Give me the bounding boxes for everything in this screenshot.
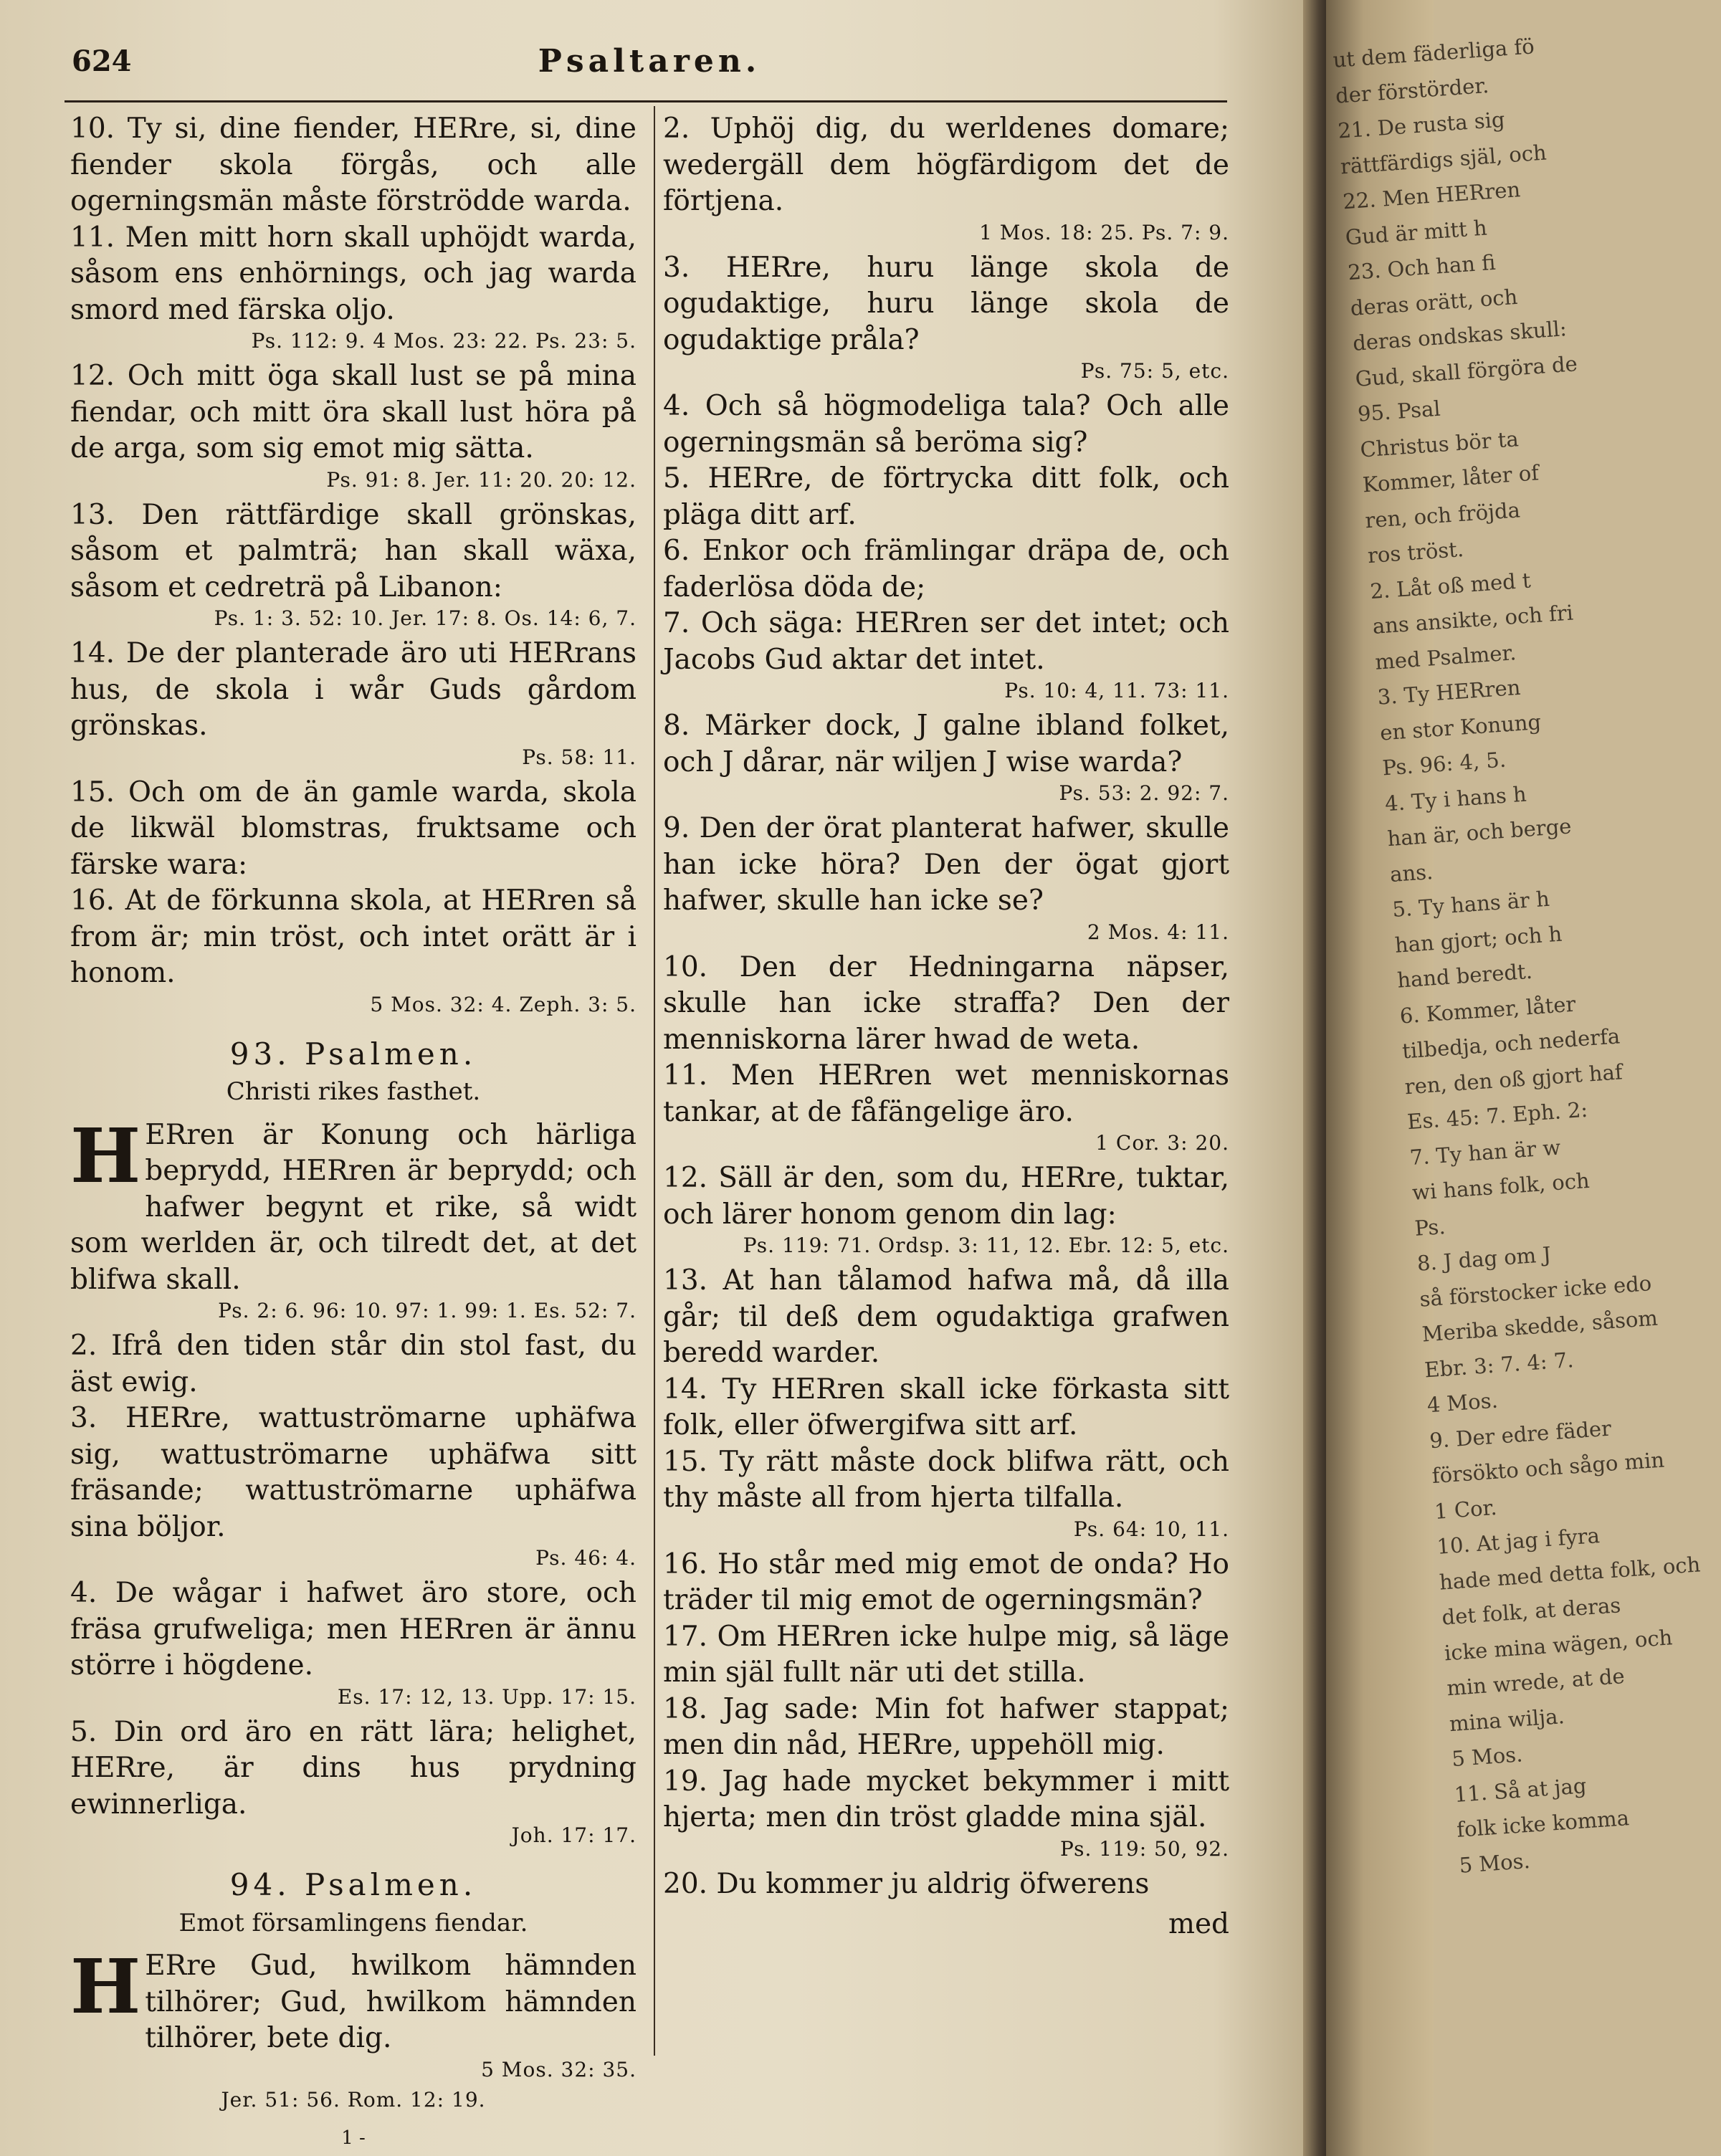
verse: 5. HERre, de förtrycka ditt folk, och pläga ditt arf. xyxy=(663,462,1229,531)
facing-page-line: 9. Der edre fäder xyxy=(1429,1416,1612,1453)
facing-page-line: ans ansikte, och fri xyxy=(1371,600,1574,639)
facing-page-line: deras orätt, och xyxy=(1349,284,1519,320)
facing-page-line: Kommer, låter of xyxy=(1361,460,1540,497)
facing-page-line: folk icke komma xyxy=(1456,1806,1630,1842)
verse: 2. Uphöj dig, du werldenes domare; wedergäll dem högfärdigom det de förtjena. xyxy=(663,113,1229,217)
verse: 15. Ty rätt måste dock blifwa rätt, och thy måste all from hjerta tilfalla. xyxy=(663,1445,1229,1514)
psalm-94-subtitle: Emot församlingens fiendar. xyxy=(178,1908,528,1937)
verse: 6. Enkor och främlingar dräpa de, och faderlösa döda de; xyxy=(663,535,1229,604)
verse-reference: 1 Cor. 3: 20. xyxy=(1095,1131,1229,1155)
verse: 5. Din ord äro en rätt lära; helighet, HERre, är dins hus prydning ewinnerliga. xyxy=(70,1715,637,1821)
psalm-94-title: 94. Psalmen. xyxy=(229,1867,477,1902)
verse: 16. At de förkunna skola, at HERren så from är; min tröst, och intet orätt är i honom. xyxy=(70,884,637,989)
verse-reference: Ps. 75: 5, etc. xyxy=(1080,359,1229,383)
verse: 3. HERre, wattuströmarne uphäfwa sig, wattuströmarne uphäfwa sitt fräsande; wattuströmarne uphäfwa sina böljor. xyxy=(70,1402,637,1543)
signature-mark: 1 - xyxy=(341,2127,366,2149)
facing-page-line: 5 Mos. xyxy=(1451,1742,1524,1772)
verse-reference: Ps. 1: 3. 52: 10. Jer. 17: 8. Os. 14: 6, 7. xyxy=(214,606,637,630)
verse: 16. Ho står med mig emot de onda? Ho träder til mig emot de ogerningsmän? xyxy=(663,1547,1229,1616)
verse-text: ERren är Konung och härliga beprydd, HERren är beprydd; och hafwer begynt et rike, så widt som werlden är, och tilredt det, at det blifwa skall. xyxy=(70,1118,637,1296)
facing-page-line: tilbedja, och nederfa xyxy=(1401,1024,1621,1064)
facing-page-line: der förstörder. xyxy=(1334,72,1490,108)
verse-reference: Ps. 58: 11. xyxy=(522,745,637,769)
verse-reference: 5 Mos. 32: 35. xyxy=(481,2057,637,2081)
psalm-93-verses xyxy=(70,1328,637,1850)
verse: 20. Du kommer ju aldrig öfwerens xyxy=(663,1867,1150,1900)
verse-reference: 5 Mos. 32: 4. Zeph. 3: 5. xyxy=(370,992,637,1016)
facing-page-line: hand beredt. xyxy=(1396,958,1533,993)
verse: 2. Ifrå den tiden står din stol fast, du äst ewig. xyxy=(70,1330,637,1398)
facing-page-line: så förstocker icke edo xyxy=(1419,1270,1653,1312)
facing-page-line: Ebr. 3: 7. 4: 7. xyxy=(1424,1347,1575,1382)
verse: 10. Den der Hedningarna näpser, skulle han icke straffa? Den der menniskorna lärer hwad de weta. xyxy=(663,950,1229,1056)
facing-page-line: min wrede, at de xyxy=(1446,1664,1626,1701)
verse: 14. De der planterade äro uti HERrans hus, de skola i wår Guds gårdom grönskas. xyxy=(70,637,637,742)
verse: 15. Och om de än gamle warda, skola de likwäl blomstras, fruktsame och färske wara: xyxy=(70,776,637,881)
facing-page-line: 10. At jag i fyra xyxy=(1436,1523,1601,1559)
facing-page-line: ut dem fäderliga fö xyxy=(1332,34,1535,72)
facing-page-line: 5 Mos. xyxy=(1458,1848,1531,1878)
facing-page-line: en stor Konung xyxy=(1379,709,1542,745)
facing-page-line: 2. Låt oß med t xyxy=(1369,568,1532,604)
psalm-93-subtitle: Christi rikes fasthet. xyxy=(226,1077,481,1106)
verse-text: ERre Gud, hwilkom hämnden tilhörer; Gud, hwilkom hämnden tilhörer, bete dig. xyxy=(145,1950,637,2054)
left-column xyxy=(70,111,637,2156)
facing-page-line: 95. Psal xyxy=(1357,396,1441,426)
facing-page-line: Ps. xyxy=(1413,1213,1446,1241)
verse-reference: Joh. 17: 17. xyxy=(511,1823,637,1847)
facing-page-line: 4. Ty i hans h xyxy=(1384,781,1527,816)
verse-reference: Ps. 119: 71. Ordsp. 3: 11, 12. Ebr. 12: 5, etc. xyxy=(743,1234,1229,1257)
facing-page-line: deras ondskas skull: xyxy=(1352,316,1568,356)
verse: 11. Men HERren wet menniskornas tankar, at de fåfängelige äro. xyxy=(663,1059,1229,1128)
verse-reference: Ps. 64: 10, 11. xyxy=(1073,1517,1229,1541)
running-title: Psaltaren. xyxy=(538,43,761,80)
verse: 13. At han tålamod hafwa må, då illa går; til deß dem ogudaktiga grafwen beredd warder. xyxy=(663,1264,1229,1369)
facing-page-line: Gud, skall förgöra de xyxy=(1354,350,1578,391)
verse: 4. De wågar i hafwet äro store, och fräsa grufweliga; men HERren är ännu större i högdene. xyxy=(70,1577,637,1682)
facing-page-line: 8. J dag om J xyxy=(1416,1241,1552,1276)
facing-page-line: mina wilja. xyxy=(1448,1703,1565,1736)
psalm-93-title: 93. Psalmen. xyxy=(229,1036,477,1072)
facing-page-line: hade med detta folk, och xyxy=(1438,1551,1702,1595)
facing-page-text xyxy=(1332,34,1702,1884)
facing-page-line: ans. xyxy=(1388,859,1434,887)
facing-page-line: 23. Och han fi xyxy=(1347,249,1497,285)
verse-reference: 2 Mos. 4: 11. xyxy=(1087,920,1229,944)
psalm-94-verses xyxy=(663,111,1229,1902)
verse: 13. Den rättfärdige skall grönskas, såsom et palmträ; han skall wäxa, såsom et cedreträ på Libanon: xyxy=(70,498,637,604)
verse: 3. HERre, huru länge skola de ogudaktige, huru länge skola de ogudaktige pråla? xyxy=(663,251,1229,356)
psalm-94-verse-1 xyxy=(70,1942,637,2057)
page-number: 624 xyxy=(72,44,132,78)
facing-page-line: 21. De rusta sig xyxy=(1337,107,1506,143)
facing-page-line: ren, och fröjda xyxy=(1364,497,1521,533)
facing-page-line: försökto och sågo min xyxy=(1431,1447,1665,1489)
facing-page-line: Ps. 96: 4, 5. xyxy=(1381,747,1507,781)
facing-page-line: ros tröst. xyxy=(1366,536,1465,568)
verse: 10. Ty si, dine fiender, HERre, si, dine fiender skola förgås, och alle ogerningsmän måste förströdde warda. xyxy=(70,113,637,217)
verse-reference: Ps. 2: 6. 96: 10. 97: 1. 99: 1. Es. 52: 7. xyxy=(218,1299,637,1322)
facing-page-line: icke mina wägen, och xyxy=(1443,1624,1674,1665)
header-rule xyxy=(65,100,1227,102)
drop-cap: H xyxy=(70,1111,141,1200)
verse: 4. Och så högmodeliga tala? Och alle ogerningsmän så beröma sig? xyxy=(663,390,1229,459)
verse-reference: Ps. 119: 50, 92. xyxy=(1060,1836,1229,1861)
verse-reference: Ps. 10: 4, 11. 73: 11. xyxy=(1004,679,1229,702)
facing-page-line: rättfärdigs själ, och xyxy=(1339,140,1548,179)
verse: 7. Och säga: HERren ser det intet; och Jacobs Gud aktar det intet. xyxy=(663,607,1229,676)
right-column xyxy=(663,111,1229,1943)
verse-reference: Ps. 91: 8. Jer. 11: 20. 20: 12. xyxy=(326,467,637,492)
facing-page-line: 11. Så at jag xyxy=(1453,1773,1588,1807)
verse: 12. Och mitt öga skall lust se på mina fiendar, och mitt öra skall lust höra på de arga, som sig emot mig sätta. xyxy=(70,360,637,464)
facing-page-line: 5. Ty hans är h xyxy=(1391,886,1550,922)
psalm-93-verse-1 xyxy=(70,1111,637,1299)
verse: 12. Säll är den, som du, HERre, tuktar, och lärer honom genom din lag: xyxy=(663,1162,1229,1231)
page-header xyxy=(72,37,1227,95)
verse: 18. Jag sade: Min fot hafwer stappat; men din nåd, HERre, uppehöll mig. xyxy=(663,1692,1229,1761)
verse-reference: Jer. 51: 56. Rom. 12: 19. xyxy=(221,2087,486,2112)
facing-page-line: 3. Ty HERren xyxy=(1376,674,1522,710)
verse: 19. Jag hade mycket bekymmer i mitt hjerta; men din tröst gladde mina själ. xyxy=(663,1765,1229,1833)
verse: 8. Märker dock, J galne ibland folket, och J dårar, när wiljen J wise warda? xyxy=(663,710,1229,778)
facing-page-line: Es. 45: 7. Eph. 2: xyxy=(1406,1097,1589,1135)
column-divider xyxy=(654,106,655,2056)
verse: 11. Men mitt horn skall uphöjdt warda, såsom ens enhörnings, och jag warda smord med färska oljo. xyxy=(70,221,637,326)
facing-page-line: Gud är mitt h xyxy=(1344,215,1488,249)
facing-page-line: ren, den oß gjort haf xyxy=(1403,1059,1624,1099)
catchword: med xyxy=(1168,1908,1229,1940)
verse-reference: Ps. 112: 9. 4 Mos. 23: 22. Ps. 23: 5. xyxy=(251,329,637,353)
verse-reference: 1 Mos. 18: 25. Ps. 7: 9. xyxy=(979,220,1229,244)
facing-page-line: han gjort; och h xyxy=(1393,921,1563,958)
facing-page-line: 4 Mos. xyxy=(1426,1388,1499,1418)
facing-page-line: 1 Cor. xyxy=(1434,1494,1498,1524)
psalm-92-verses xyxy=(70,111,637,1019)
drop-cap: H xyxy=(70,1942,141,2031)
verse: 17. Om HERren icke hulpe mig, så läge min själ fullt när uti det stilla. xyxy=(663,1620,1229,1689)
facing-page-line: 22. Men HERren xyxy=(1342,177,1522,214)
verse: 9. Den der örat planterat hafwer, skulle han icke höra? Den der ögat gjort hafwer, skulle han icke se? xyxy=(663,812,1229,917)
facing-page-line: Meriba skedde, såsom xyxy=(1421,1305,1659,1347)
facing-page-line: Christus bör ta xyxy=(1359,426,1520,462)
verse-reference: Ps. 53: 2. 92: 7. xyxy=(1059,781,1229,805)
facing-page-line: han är, och berge xyxy=(1386,814,1573,852)
verse-reference: Es. 17: 12, 13. Upp. 17: 15. xyxy=(337,1684,637,1709)
facing-page-line: wi hans folk, och xyxy=(1411,1168,1591,1206)
facing-page-line: med Psalmer. xyxy=(1374,639,1517,674)
facing-page-line: det folk, at deras xyxy=(1441,1593,1622,1630)
verse-reference: Ps. 46: 4. xyxy=(535,1546,637,1570)
verse: 14. Ty HERren skall icke förkasta sitt folk, eller öfwergifwa sitt arf. xyxy=(663,1373,1229,1441)
facing-page-edge xyxy=(1326,0,1702,2156)
facing-page-line: 6. Kommer, låter xyxy=(1398,991,1577,1029)
facing-page-line: 7. Ty han är w xyxy=(1408,1135,1562,1170)
